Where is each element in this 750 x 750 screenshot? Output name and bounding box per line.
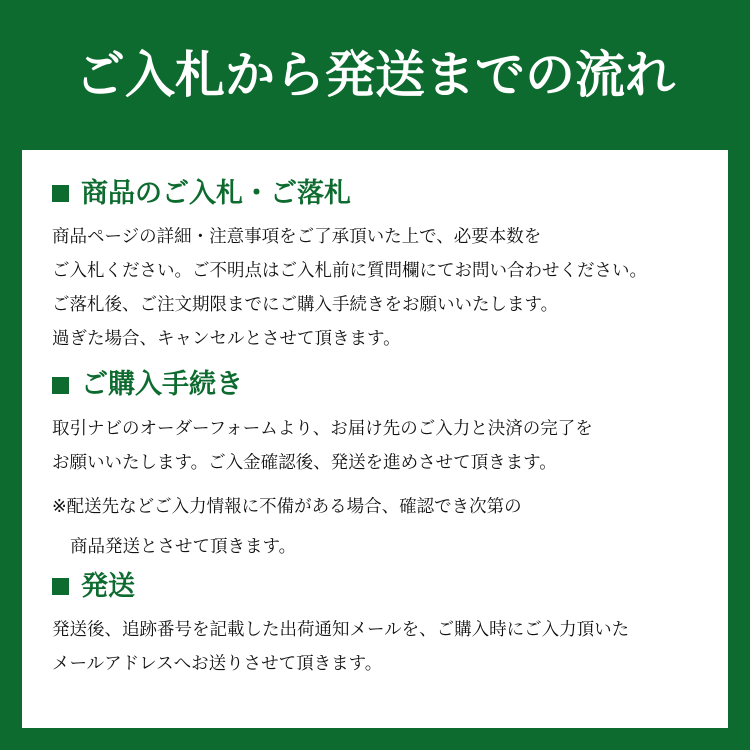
note-line: 商品発送とさせて頂きます。 — [70, 535, 297, 556]
body-line: メールアドレスへお送りさせて頂きます。 — [52, 653, 383, 674]
content-panel — [22, 150, 728, 728]
section-heading — [52, 176, 698, 211]
page-title: ご入札から発送までの流れ — [75, 46, 675, 103]
section-bidding — [52, 176, 698, 353]
square-bullet-icon — [52, 578, 69, 595]
body-line: 商品ページの詳細・注意事項をご了承頂いた上で、必要本数を — [52, 226, 542, 247]
poster-header — [0, 0, 750, 150]
section-heading-label: 商品のご入札・ご落札 — [81, 178, 351, 208]
body-line: ご入札ください。ご不明点はご入札前に質問欄にてお問い合わせください。 — [52, 260, 647, 281]
section-heading — [52, 569, 698, 604]
body-line: 過ぎた場合、キャンセルとさせて頂きます。 — [52, 328, 401, 349]
body-line: ご落札後、ご注文期限までにご購入手続きをお願いいたします。 — [52, 294, 559, 315]
section-shipping — [52, 569, 698, 678]
note-line: ※配送先などご入力情報に不備がある場合、確認でき次第の — [52, 495, 522, 516]
section-heading-label: 発送 — [81, 570, 135, 601]
square-bullet-icon — [52, 377, 69, 394]
body-line: 取引ナビのオーダーフォームより、お届け先のご入力と決済の完了を — [52, 417, 593, 438]
body-line: 発送後、追跡番号を記載した出荷通知メールを、ご購入時にご入力頂いた — [52, 619, 630, 640]
square-bullet-icon — [52, 185, 69, 202]
section-heading — [52, 367, 698, 402]
section-purchase — [52, 367, 698, 560]
body-line: お願いいたします。ご入金確認後、発送を進めさせて頂きます。 — [52, 451, 557, 472]
section-heading-label: ご購入手続き — [81, 369, 243, 400]
